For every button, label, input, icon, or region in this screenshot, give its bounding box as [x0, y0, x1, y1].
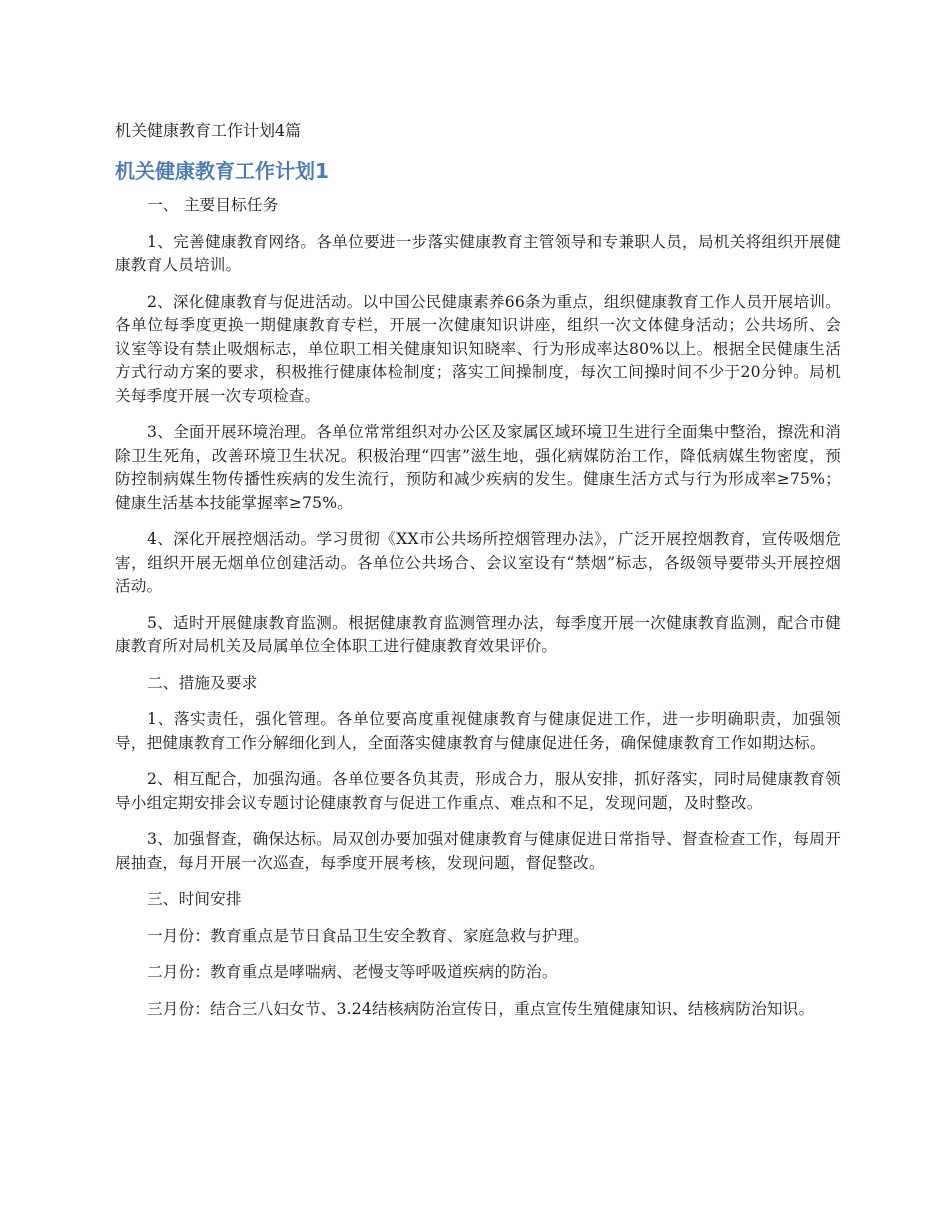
document-page [115, 118, 841, 1034]
paragraph-schedule-january: 一月份：教育重点是节日食品卫生安全教育、家庭急救与护理。 [147, 926, 590, 945]
paragraph-main-goals-heading: 一、 主要目标任务 [147, 196, 279, 214]
paragraph-measures-heading: 二、措施及要求 [147, 673, 258, 692]
paragraph-measure-3: 3、加强督查，确保达标。局双创办要加强对健康教育与健康促进日常指导、督查检查工作，每周开展抽查，每月开展一次巡查，每季度开展考核，发现问题，督促整改。 [115, 830, 841, 872]
paragraph-goal-2: 2、深化健康教育与促进活动。以中国公民健康素养66条为重点，组织健康教育工作人员开展培训。各单位每季度更换一期健康教育专栏，开展一次健康知识讲座，组织一次文体健身活动；公共场所、会议室等设有禁止吸烟标志，单位职工相关健康知识知晓率、行为形成率达80%以上。根据全民健康生活方式行动方案的要求，积极推行健康体检制度；落实工间操制度，每次工间操时间不少于20分钟。局机关每季度开展一次专项检查。 [115, 292, 841, 405]
paragraph-goal-1: 1、完善健康教育网络。各单位要进一步落实健康教育主管领导和专兼职人员，局机关将组织开展健康教育人员培训。 [115, 232, 841, 274]
paragraph-goal-5: 5、适时开展健康教育监测。根据健康教育监测管理办法，每季度开展一次健康教育监测，配合市健康教育所对局机关及局属单位全体职工进行健康教育效果评价。 [115, 613, 841, 655]
section-heading: 机关健康教育工作计划1 [115, 159, 329, 183]
paragraph-measure-1: 1、落实责任，强化管理。各单位要高度重视健康教育与健康促进工作，进一步明确职责，加强领导，把健康教育工作分解细化到人，全面落实健康教育与健康促进任务，确保健康教育工作如期达标。 [115, 710, 841, 752]
paragraph-goal-3: 3、全面开展环境治理。各单位常常组织对办公区及家属区域环境卫生进行全面集中整治，擦洗和消除卫生死角，改善环境卫生状况。积极治理“四害”滋生地，强化病媒防治工作，降低病媒生物密度，预防控制病媒生物传播性疾病的发生流行，预防和减少疾病的发生。健康生活方式与行为形成率≥75%；健康生活基本技能掌握率≥75%。 [115, 423, 841, 512]
paragraph-schedule-february: 二月份：教育重点是哮喘病、老慢支等呼吸道疾病的防治。 [147, 963, 558, 981]
document-title: 机关健康教育工作计划4篇 [115, 121, 302, 140]
paragraph-schedule-heading: 三、时间安排 [147, 890, 242, 908]
paragraph-schedule-march: 三月份：结合三八妇女节、3.24结核病防治宣传日，重点宣传生殖健康知识、结核病防治知识。 [147, 999, 815, 1018]
paragraph-goal-4: 4、深化开展控烟活动。学习贯彻《XX市公共场所控烟管理办法》，广泛开展控烟教育，宣传吸烟危害，组织开展无烟单位创建活动。各单位公共场合、会议室设有“禁烟”标志，各级领导要带头开展控烟活动。 [115, 530, 841, 595]
paragraph-measure-2: 2、相互配合，加强沟通。各单位要各负其责，形成合力，服从安排，抓好落实，同时局健康教育领导小组定期安排会议专题讨论健康教育与促进工作重点、难点和不足，发现问题，及时整改。 [115, 770, 841, 812]
